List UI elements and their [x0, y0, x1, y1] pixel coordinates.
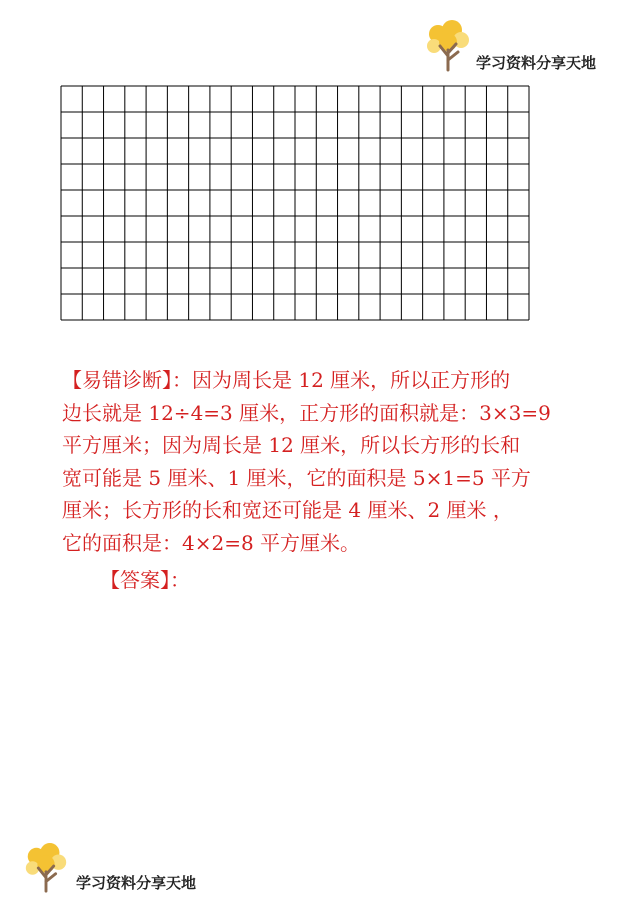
- explanation-paragraph: [62, 364, 602, 559]
- explanation-line: 它的面积是：4×2=8 平方厘米。: [62, 530, 361, 555]
- explanation-line: 平方厘米；因为周长是 12 厘米，所以长方形的长和: [62, 433, 521, 457]
- brand-name: 学习资料分享天地: [76, 874, 197, 892]
- explanation-line: 【易错诊断】：因为周长是 12 厘米，所以正方形的: [62, 368, 511, 392]
- footer-brand: [22, 842, 196, 893]
- tree-icon: [426, 20, 470, 72]
- brand-name: 学习资料分享天地: [476, 54, 597, 72]
- explanation-line: 边长就是 12÷4=3 厘米，正方形的面积就是：3×3=9: [62, 400, 551, 425]
- answer-label: 【答案】：: [100, 568, 190, 592]
- explanation-line: 厘米；长方形的长和宽还可能是 4 厘米、2 厘米 ，: [62, 498, 513, 522]
- writing-grid: [60, 85, 530, 325]
- header-brand: [426, 18, 596, 73]
- explanation-line: 宽可能是 5 厘米、1 厘米，它的面积是 5×1=5 平方: [62, 465, 531, 490]
- tree-icon: [22, 843, 70, 893]
